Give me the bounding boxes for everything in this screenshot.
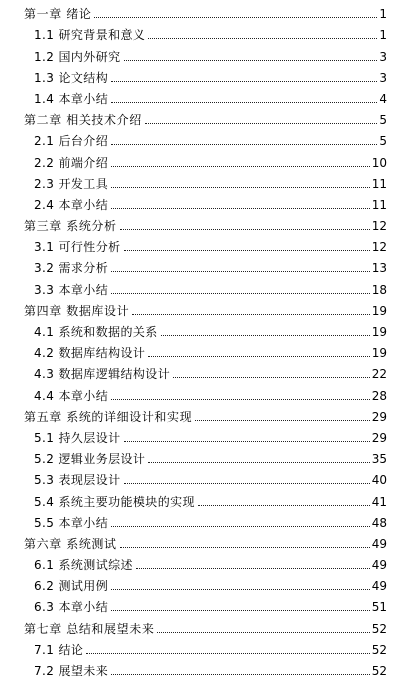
toc-page-number: 11 [371,176,387,191]
toc-entry-title: 5.5 本章小结 [34,515,109,530]
toc-page-number: 28 [371,388,387,403]
toc-page-number: 49 [371,579,387,594]
toc-dot-leader [111,610,370,611]
toc-entry-title: 5.1 持久层设计 [34,430,121,445]
toc-dot-leader [111,81,377,82]
toc-dot-leader [111,293,370,294]
toc-chapter-entry[interactable] [0,405,408,426]
toc-page-number: 13 [371,261,387,276]
toc-dot-leader [124,60,378,61]
toc-entry-title: 3.2 需求分析 [34,261,109,276]
toc-dot-leader [111,144,377,145]
toc-entry-title: 6.2 测试用例 [34,579,109,594]
toc-chapter-entry[interactable] [0,214,408,235]
toc-chapter-entry[interactable] [0,299,408,320]
toc-dot-leader [111,674,370,675]
toc-entry-title: 7.2 展望未来 [34,664,109,678]
toc-dot-leader [148,356,369,357]
toc-section-entry[interactable] [0,129,408,150]
toc-dot-leader [94,17,377,18]
toc-page-number: 4 [379,91,387,106]
toc-entry-title: 6.3 本章小结 [34,600,109,615]
toc-dot-leader [173,377,370,378]
toc-entry-title: 第一章 绪论 [24,7,92,22]
toc-entry-title: 5.3 表现层设计 [34,473,121,488]
toc-section-entry[interactable] [0,362,408,383]
toc-entry-title: 2.3 开发工具 [34,176,109,191]
toc-section-entry[interactable] [0,383,408,404]
toc-dot-leader [111,102,377,103]
toc-dot-leader [86,653,369,654]
toc-entry-title: 4.4 本章小结 [34,388,109,403]
toc-dot-leader [111,399,370,400]
toc-page-number: 5 [379,113,387,128]
toc-section-entry[interactable] [0,87,408,108]
toc-dot-leader [198,505,370,506]
toc-dot-leader [111,271,370,272]
toc-page-number: 19 [371,346,387,361]
toc-entry-title: 2.1 后台介绍 [34,134,109,149]
toc-entry-title: 1.2 国内外研究 [34,49,121,64]
toc-page-number: 52 [371,664,387,678]
toc-dot-leader [120,547,370,548]
toc-entry-title: 4.3 数据库逻辑结构设计 [34,367,171,382]
toc-dot-leader [111,526,370,527]
toc-section-entry[interactable] [0,23,408,44]
toc-entry-title: 1.1 研究背景和意义 [34,28,146,43]
toc-chapter-entry[interactable] [0,108,408,129]
toc-dot-leader [111,166,370,167]
toc-chapter-entry[interactable] [0,616,408,637]
toc-page-number: 19 [371,325,387,339]
toc-section-entry[interactable] [0,341,408,362]
toc-section-entry[interactable] [0,553,408,574]
toc-entry-title: 第五章 系统的详细设计和实现 [24,409,193,424]
toc-dot-leader [195,420,370,421]
toc-entry-title: 2.2 前端介绍 [34,155,109,170]
toc-page-number: 49 [371,536,387,551]
toc-page-number: 22 [371,367,387,382]
toc-section-entry[interactable] [0,320,408,341]
toc-page-number: 3 [379,49,387,64]
toc-page-number: 10 [371,155,387,170]
toc-chapter-entry[interactable] [0,2,408,23]
toc-dot-leader [124,441,370,442]
toc-entry-title: 第三章 系统分析 [24,219,117,234]
toc-section-entry[interactable] [0,277,408,298]
toc-page-number: 11 [371,197,387,212]
toc-page-number: 12 [371,240,387,255]
toc-dot-leader [145,123,378,124]
toc-dot-leader [148,462,369,463]
toc-entry-title: 3.3 本章小结 [34,282,109,297]
toc-section-entry[interactable] [0,150,408,171]
toc-page-number: 40 [371,473,387,488]
toc-page-number: 29 [371,430,387,445]
toc-dot-leader [111,187,370,188]
toc-page-number: 35 [371,452,387,467]
toc-section-entry[interactable] [0,574,408,595]
toc-dot-leader [124,250,370,251]
toc-section-entry[interactable] [0,447,408,468]
toc-entry-title: 1.3 论文结构 [34,70,109,85]
toc-entry-title: 1.4 本章小结 [34,91,109,106]
toc-dot-leader [161,335,370,336]
toc-page-number: 48 [371,515,387,530]
toc-entry-title: 3.1 可行性分析 [34,240,121,255]
toc-entry-title: 7.1 结论 [34,642,84,657]
toc-entry-title: 5.2 逻辑业务层设计 [34,452,146,467]
toc-section-entry[interactable] [0,595,408,616]
toc-section-entry[interactable] [0,66,408,87]
toc-page-number: 51 [371,600,387,615]
toc-page-number: 1 [379,28,387,43]
toc-entry-title: 4.1 系统和数据的关系 [34,325,158,339]
toc-section-entry[interactable] [0,193,408,214]
toc-chapter-entry[interactable] [0,532,408,553]
toc-page-number: 52 [371,621,387,636]
toc-entry-title: 5.4 系统主要功能模块的实现 [34,494,195,509]
toc-page-number: 49 [371,558,387,573]
toc-dot-leader [111,208,370,209]
toc-page-number: 1 [379,7,387,22]
toc-page-number: 29 [371,409,387,424]
toc-section-entry[interactable] [0,468,408,489]
toc-page-number: 3 [379,70,387,85]
toc-page-number: 5 [379,134,387,149]
toc-entry-title: 6.1 系统测试综述 [34,558,133,573]
toc-page-number: 12 [371,219,387,234]
toc-entry-title: 第二章 相关技术介绍 [24,113,142,128]
toc-page-number: 19 [371,303,387,318]
table-of-contents [0,2,408,680]
toc-section-entry[interactable] [0,638,408,659]
toc-section-entry[interactable] [0,511,408,532]
toc-page-number: 52 [371,642,387,657]
toc-dot-leader [157,632,369,633]
toc-dot-leader [120,229,370,230]
toc-section-entry[interactable] [0,235,408,256]
toc-section-entry[interactable] [0,489,408,510]
toc-entry-title: 4.2 数据库结构设计 [34,346,146,361]
toc-dot-leader [148,38,377,39]
toc-section-entry[interactable] [0,172,408,193]
toc-dot-leader [132,314,370,315]
toc-section-entry[interactable] [0,44,408,65]
toc-dot-leader [124,483,370,484]
toc-dot-leader [136,568,370,569]
toc-page-number: 18 [371,282,387,297]
toc-page-number: 41 [371,494,387,509]
toc-entry-title: 第四章 数据库设计 [24,303,130,318]
toc-section-entry[interactable] [0,659,408,680]
toc-dot-leader [111,589,370,590]
toc-entry-title: 2.4 本章小结 [34,197,109,212]
toc-entry-title: 第六章 系统测试 [24,536,117,551]
toc-entry-title: 第七章 总结和展望未来 [24,621,155,636]
toc-section-entry[interactable] [0,256,408,277]
toc-section-entry[interactable] [0,426,408,447]
